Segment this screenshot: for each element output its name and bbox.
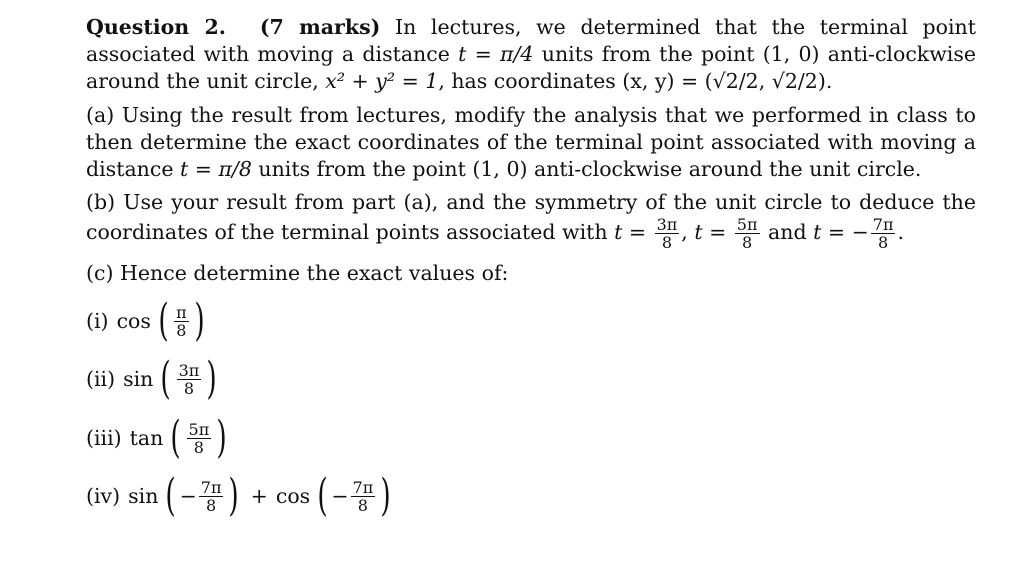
part-c-label: (c) <box>86 261 114 285</box>
intro-text-3: , has coordinates <box>438 69 623 93</box>
circle-equation: x² + y² = 1 <box>325 69 439 93</box>
fraction-5pi-8: $\frac{5\pi}{8}$ <box>736 215 758 252</box>
intro-text-2: units from the point (1, 0) anti-clockwise around the unit circle, <box>86 42 976 93</box>
part-c-item-ii: (ii) sin ( $\frac{3\pi}{8}$ ) <box>86 353 218 404</box>
question-intro <box>86 14 976 95</box>
part-c-item-iv: (iv) sin ( − $\frac{7\pi}{8}$ ) + cos ( − $\frac{7\pi}{8}$ ) <box>86 470 391 521</box>
part-a-t-value: t = π/8 <box>180 157 252 181</box>
question-marks: (7 marks) <box>259 15 381 39</box>
fraction-3pi-8: $\frac{3\pi}{8}$ <box>656 215 678 252</box>
intro-coordinates: (x, y) = (√2/2, √2/2). <box>622 69 833 93</box>
intro-text-1: In lectures, we determined that the terminal point associated with moving a distance <box>86 15 976 66</box>
fraction-7pi-8: $\frac{7\pi}{8}$ <box>872 215 894 252</box>
part-c <box>86 260 976 287</box>
intro-t-value: t = π/4 <box>458 42 534 66</box>
part-b: (b) Use your result from part (a), and the symmetry of the unit circle to deduce the coordinates of the terminal points associated with t = $\frac{3\pi}{8}$ , t = $\frac{5\pi}{8}$ and t = − $\frac{7\pi}{8}$ . <box>86 190 976 252</box>
part-a-label: (a) <box>86 103 115 127</box>
part-b-text: Use your result from part (a), and the symmetry of the unit circle to deduce the coordinates of the terminal points associated with <box>86 190 976 244</box>
part-c-item-i: (i) cos ( $\frac{\pi}{8}$ ) <box>86 295 205 346</box>
part-b-and: and <box>768 220 807 244</box>
part-a <box>86 102 976 183</box>
part-a-text-2: units from the point (1, 0) anti-clockwise around the unit circle. <box>251 157 922 181</box>
part-c-text: Hence determine the exact values of: <box>120 261 509 285</box>
part-c-item-iii: (iii) tan ( $\frac{5\pi}{8}$ ) <box>86 412 227 463</box>
part-a-text-1: Using the result from lectures, modify the analysis that we performed in class to then determine the exact coordinates of the terminal point associated with moving a distance <box>86 103 976 181</box>
question-label: Question 2. <box>86 15 226 39</box>
part-b-label: (b) <box>86 190 116 214</box>
